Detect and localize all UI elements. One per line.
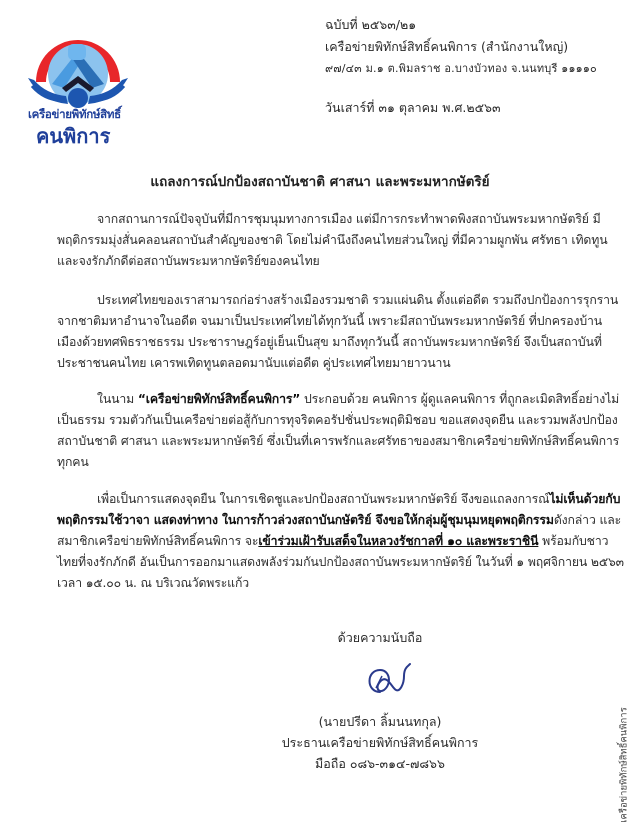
closing-salutation: ด้วยความนับถือ — [337, 630, 423, 645]
paragraph-1-text: จากสถานการณ์ปัจจุบันที่มีการชุมนุมทางการเมือง แต่มีการกระทำพาดพิงสถาบันพระมหากษัตริย์ มีพฤติกรรมมุ่งสั่นคลอนสถาบันสำคัญของชาติ โดยไม่คำนึงถึงคนไทยส่วนใหญ่ ที่มีความผูกพัน ศรัทธา เทิดทูน และจงรักภักดีต่อสถาบันพระมหากษัตริย์ของคนไทย — [57, 212, 608, 268]
paragraph-4-intro: เพื่อเป็นการแสดงจุดยืน ในการเชิดชูและปกป้องสถาบันพระมหากษัตริย์ จึงขอแถลงการณ์ — [97, 492, 550, 506]
paragraph-4-end: พร้อมกับชาวไทยที่จงรักภักดี อันเป็นการออกมาแสดงพลังร่วมกันปกป้องสถาบันพระมหากษัตริย์ ในวันที่ ๑ พฤศจิกายน ๒๕๖๓ เวลา ๑๕.๐๐ น. ณ บริเวณวัดพระแก้ว — [57, 534, 624, 590]
letter-header — [325, 14, 597, 80]
side-watermark — [614, 690, 634, 840]
organization-address: ๙๗/๔๓ ม.๑ ต.พิมลราช อ.บางบัวทอง จ.นนทบุรี ๑๑๑๑๐ — [325, 62, 597, 75]
letter-date: วันเสาร์ที่ ๓๑ ตุลาคม พ.ศ.๒๕๖๓ — [325, 100, 501, 115]
handshake-wings-logo-icon — [22, 22, 134, 110]
side-watermark-text: เครือข่ายพิทักษ์สิทธิ์คนพิการ — [618, 707, 630, 823]
paragraph-4 — [57, 489, 627, 594]
signatory-phone: มือถือ ๐๘๖-๓๑๔-๗๘๖๖ — [315, 756, 445, 771]
network-name-quote: “เครือข่ายพิทักษ์สิทธิ์คนพิการ” — [137, 392, 301, 406]
paragraph-2 — [57, 290, 627, 374]
paragraph-3-text: ประกอบด้วย คนพิการ ผู้ดูแลคนพิการ ที่ถูกละเมิดสิทธิ์อย่างไม่เป็นธรรม รวมตัวกันเป็นเครือข่ายต่อสู้กับการทุจริตคอรัปชั่นประพฤติมิชอบ ขอแสดงจุดยืน และรวมพลังปกป้องสถาบันชาติ ศาสนา และพระมหากษัตริย์ ซึ่งเป็นที่เคารพรักและศรัทธาของสมาชิกเครือข่ายพิทักษ์สิทธิ์คนพิการทุกคน — [57, 392, 620, 469]
paragraph-3 — [57, 389, 627, 473]
document-number: ฉบับที่ ๒๕๖๓/๒๑ — [325, 17, 417, 32]
statement-title: แถลงการณ์ปกป้องสถาบันชาติ ศาสนา และพระมหากษัตริย์ — [150, 174, 490, 190]
logo-text-line1: เครือข่ายพิทักษ์สิทธิ์ — [28, 107, 121, 121]
organization-name: เครือข่ายพิทักษ์สิทธิ์คนพิการ (สำนักงานใหญ่) — [325, 39, 569, 54]
paragraph-4-underlined-statement: เข้าร่วมเฝ้ารับเสด็จในหลวงรัชกาลที่ ๑๐ และพระราชินี — [258, 534, 539, 548]
paragraph-4-bold-statement: ไม่เห็นด้วยกับพฤติกรรมใช้วาจา แสดงท่าทาง ในการก้าวล่วงสถาบันกษัตริย์ จึงขอให้กลุ่มผู้ชุมนุมหยุดพฤติกรรม — [57, 492, 621, 527]
signatory-position: ประธานเครือข่ายพิทักษ์สิทธิ์คนพิการ — [281, 735, 479, 750]
paragraph-4-middle: ดังกล่าว และสมาชิกเครือข่ายพิทักษ์สิทธิ์คนพิการ จะ — [57, 513, 622, 548]
paragraph-1 — [57, 209, 627, 272]
handwritten-signature-icon — [362, 662, 422, 702]
signatory-name: (นายปรีดา ลิ้มนนทกุล) — [318, 714, 442, 729]
paragraph-2-text: ประเทศไทยของเราสามารถก่อร่างสร้างเมืองรวมชาติ รวมแผ่นดิน ตั้งแต่อดีต รวมถึงปกป้องการรุกรานจากชาติมหาอำนาจในอดีต จนมาเป็นประเทศไทยได้ทุกวันนี้ เพราะมีสถาบันพระมหากษัตริย์ ที่ปกครองบ้านเมืองด้วยทศพิธราชธรรม ประชาราษฎร์อยู่เย็นเป็นสุข มาถึงทุกวันนี้ สถาบันพระมหากษัตริย์ จึงเป็นสถาบันที่ประชาชนคนไทย เคารพเทิดทูนตลอดมานับแต่อดีต คู่ประเทศไทยมายาวนาน — [57, 293, 619, 370]
paragraph-3-intro: ในนาม — [97, 392, 138, 406]
logo-text-line2: คนพิการ — [36, 124, 111, 148]
